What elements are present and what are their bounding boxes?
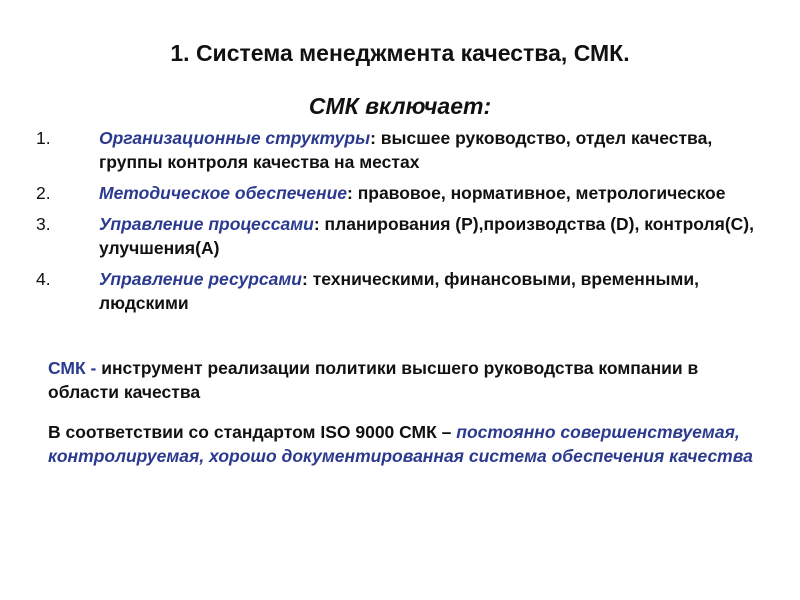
list-item-number: 4.	[36, 269, 51, 289]
slide-subtitle: СМК включает:	[308, 93, 492, 119]
list-item	[36, 267, 776, 315]
list-item-number: 1.	[36, 128, 51, 148]
smk-definition	[48, 356, 768, 404]
smk-definition-text: инструмент реализации политики высшего руководства компании в области качества	[48, 358, 699, 402]
iso-statement	[48, 420, 768, 468]
list-item	[36, 126, 776, 174]
iso-statement-text: В соответствии со стандартом ISO 9000 СМК –	[48, 422, 457, 442]
components-list	[36, 126, 776, 322]
list-item	[36, 181, 776, 205]
list-item-number: 2.	[36, 183, 51, 203]
iso-statement-term: постоянно совершенствуемая, контролируемая, хорошо документированная система обеспечения качества	[48, 422, 753, 466]
list-item	[36, 212, 776, 260]
smk-definition-term: СМК -	[48, 358, 97, 378]
list-item-text: : правовое, нормативное, метрологическое	[347, 183, 726, 203]
list-item-term: Методическое обеспечение	[99, 183, 347, 203]
list-item-term: Управление ресурсами	[99, 269, 303, 289]
list-item-text: : техническими, финансовыми, временными, людскими	[99, 269, 699, 313]
list-item-term: Организационные структуры	[99, 128, 371, 148]
list-item-text: : планирования (P),производства (D), контроля(C), улучшения(A)	[99, 214, 754, 258]
list-item-number: 3.	[36, 214, 51, 234]
list-item-term: Управление процессами	[99, 214, 314, 234]
slide-title: 1. Система менеджмента качества, СМК.	[170, 40, 630, 66]
list-item-text: : высшее руководство, отдел качества, группы контроля качества на местах	[99, 128, 713, 172]
